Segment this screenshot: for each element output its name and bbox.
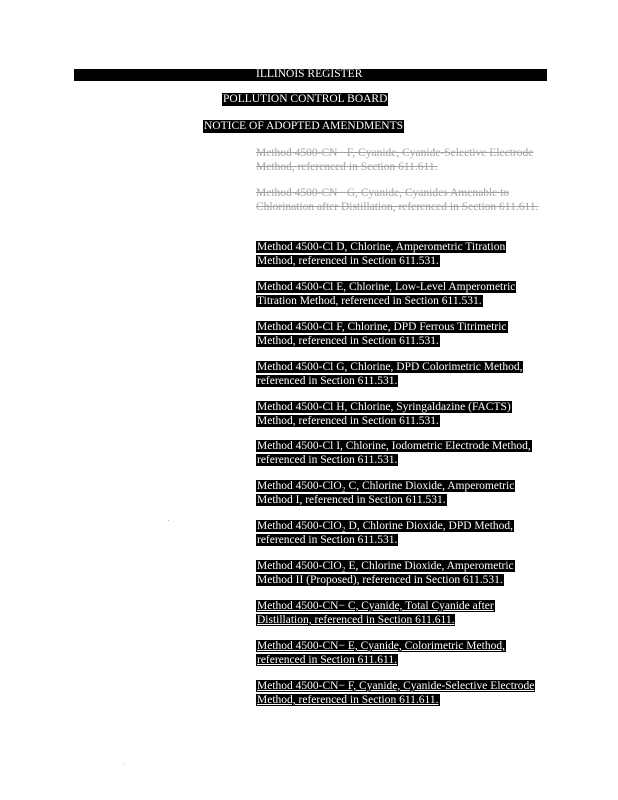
method-item-3: Method 4500-Cl F, Chlorine, DPD Ferrous Titrimetric Method, referenced in Section 611.531. [257,321,507,347]
method-item-5: Method 4500-Cl H, Chlorine, Syringaldazine (FACTS) Method, referenced in Section 611.531. [257,401,511,427]
method-item-1: Method 4500-Cl D, Chlorine, Amperometric Titration Method, referenced in Section 611.531. [257,241,506,267]
method-item-10: Method 4500-CN− C, Cyanide, Total Cyanide after Distillation, referenced in Section 611.611. [257,600,494,626]
board-title: POLLUTION CONTROL BOARD [223,93,388,105]
method-item-12: Method 4500-CN− F, Cyanide, Cyanide-Selective Electrode Method, referenced in Section 611.611. [257,680,535,706]
scan-speck [124,764,125,765]
method-item-6: Method 4500-Cl I, Chlorine, Iodometric Electrode Method, referenced in Section 611.531. [257,440,531,466]
method-item-8: Method 4500-ClO₂ D, Chlorine Dioxide, DPD Method, referenced in Section 611.531. [257,520,514,546]
header-bar [74,69,547,81]
method-item-7: Method 4500-ClO₂ C, Chlorine Dioxide, Amperometric Method I, referenced in Section 611.531. [257,480,515,506]
method-item-2: Method 4500-Cl E, Chlorine, Low-Level Amperometric Titration Method, referenced in Section 611.531. [257,281,516,307]
method-item-11: Method 4500-CN− E, Cyanide, Colorimetric Method, referenced in Section 611.611. [257,640,505,666]
register-title: ILLINOIS REGISTER [256,68,363,80]
struck-item-1: Method 4500-CN− F, Cyanide, Cyanide-Selective Electrode Method, referenced in Section 611.611. [256,147,534,173]
method-item-9: Method 4500-ClO₂ E, Chlorine Dioxide, Amperometric Method II (Proposed), referenced in Section 611.531. [257,560,514,586]
method-item-4: Method 4500-Cl G, Chlorine, DPD Colorimetric Method, referenced in Section 611.531. [257,361,523,387]
scan-speck [168,520,169,521]
struck-item-2: Method 4500-CN− G, Cyanide, Cyanides Amenable to Chlorination after Distillation, referenced in Section 611.611. [256,187,539,213]
notice-title: NOTICE OF ADOPTED AMENDMENTS [204,120,404,132]
